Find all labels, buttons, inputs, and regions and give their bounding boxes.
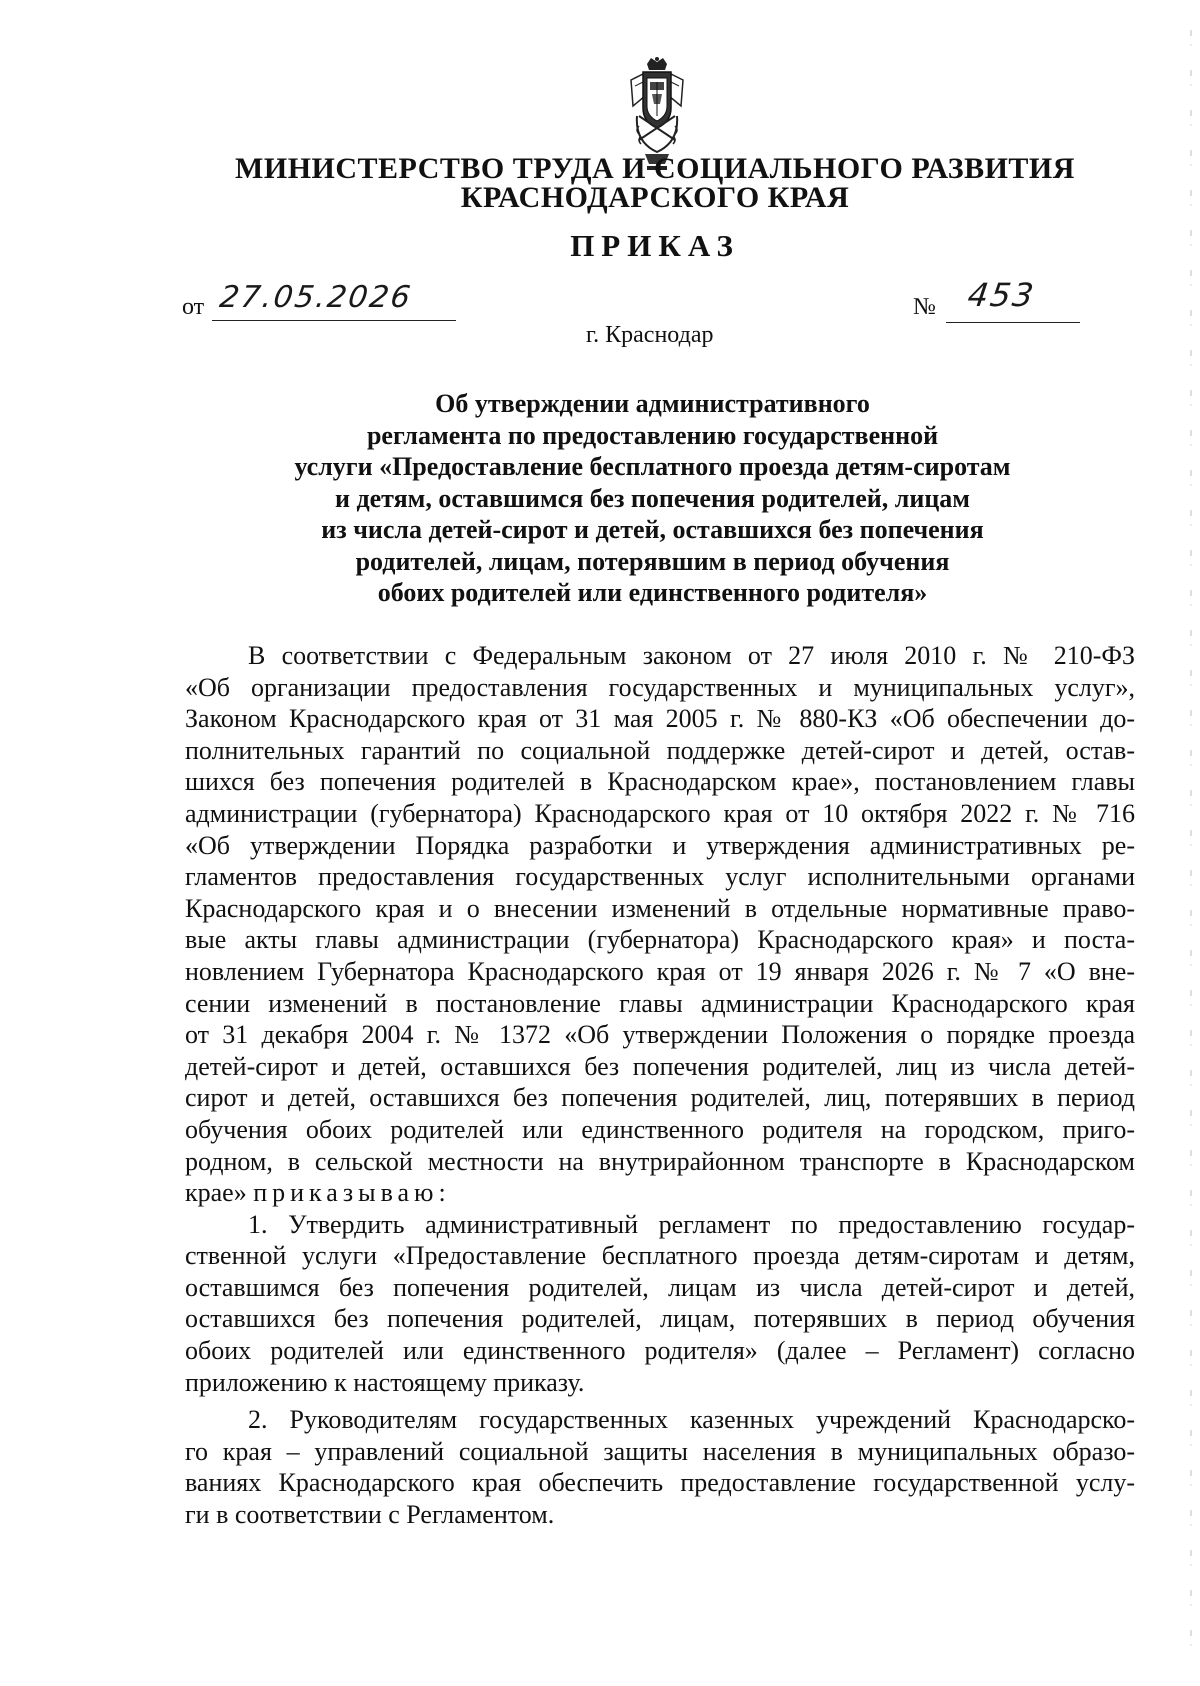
ministry-name-line2: КРАСНОДАРСКОГО КРАЯ xyxy=(460,181,850,214)
body-line: гламентов предоставления государственных услуг исполнительными органами xyxy=(185,862,1135,892)
body-line: обучения обоих родителей или единственного родителя на городском, приго- xyxy=(185,1114,1135,1144)
title-line: услуги «Предоставление бесплатного проезда детям-сиротам xyxy=(294,452,1011,481)
number-underline xyxy=(946,322,1080,323)
body-line: «Об утверждении Порядка разработки и утверждения административных ре- xyxy=(185,830,1135,860)
date-underline xyxy=(212,320,456,321)
body-line-order-phrase xyxy=(185,1177,1135,1209)
body-line: го края – управлений социальной защиты населения в муниципальных образо- xyxy=(185,1436,1135,1466)
body-line: от 31 декабря 2004 г. № 1372 «Об утверждении Положения о порядке проезда xyxy=(185,1020,1135,1050)
body-line: ги в соответствии с Регламентом. xyxy=(185,1500,555,1530)
body-line: 2. Руководителям государственных казенных учреждений Краснодарско- xyxy=(248,1405,1135,1435)
document-title xyxy=(0,388,1200,609)
number-handwritten-value: 453 xyxy=(965,276,1038,314)
body-line: шихся без попечения родителей в Краснодарском крае», постановлением главы xyxy=(185,767,1135,797)
ministry-name-line1: МИНИСТЕРСТВО ТРУДА И СОЦИАЛЬНОГО РАЗВИТИЯ xyxy=(235,152,1075,185)
title-line: обоих родителей или единственного родителя» xyxy=(377,578,928,607)
body-line: полнительных гарантий по социальной поддержке детей-сирот и детей, остав- xyxy=(185,735,1135,765)
body-line: новлением Губернатора Краснодарского края от 19 января 2026 г. № 7 «О вне- xyxy=(185,956,1135,986)
body-line: 1. Утвердить административный регламент по предоставлению государ- xyxy=(248,1209,1135,1239)
body-line: администрации (губернатора) Краснодарского края от 10 октября 2022 г. № 716 xyxy=(185,798,1135,828)
body-line: Законом Краснодарского края от 31 мая 2005 г. № 880-КЗ «Об обеспечении до- xyxy=(185,704,1135,734)
body-line: оставшихся без попечения родителей, лицам, потерявших в период обучения xyxy=(185,1304,1135,1334)
body-line: Краснодарского края и о внесении изменений в отдельные нормативные право- xyxy=(185,893,1135,923)
body-line: приложению к настоящему приказу. xyxy=(185,1367,585,1397)
order-keyword: приказываю: xyxy=(253,1178,451,1208)
body-line: В соответствии с Федеральным законом от 27 июля 2010 г. № 210-ФЗ xyxy=(248,641,1135,670)
date-label: от xyxy=(182,294,205,320)
title-line: регламента по предоставлению государственной xyxy=(366,420,939,450)
body-line: сении изменений в постановление главы администрации Краснодарского края xyxy=(185,988,1135,1018)
title-line: Об утверждении административного xyxy=(435,389,870,418)
title-line: и детям, оставшимся без попечения родителей, лицам xyxy=(334,483,971,513)
body-line: вые акты главы администрации (губернатора) Краснодарского края» и поста- xyxy=(185,925,1135,955)
date-handwritten-value: 27.05.2026 xyxy=(217,280,415,315)
body-text-fragment: крае» xyxy=(185,1178,254,1208)
document-body xyxy=(185,640,1135,1531)
body-line: детей-сирот и детей, оставшихся без попечения родителей, лиц из числа детей- xyxy=(185,1051,1135,1081)
document-type-heading: ПРИКАЗ xyxy=(570,228,740,263)
body-line: оставшимся без попечения родителей, лицам из числа детей-сирот и детей, xyxy=(185,1272,1135,1302)
body-line: сирот и детей, оставшихся без попечения родителей, лиц, потерявших в период xyxy=(185,1083,1135,1113)
body-line: ваниях Краснодарского края обеспечить предоставление государственной услу- xyxy=(185,1468,1135,1498)
title-line: из числа детей-сирот и детей, оставшихся без попечения xyxy=(321,515,984,544)
number-label: № xyxy=(913,294,936,320)
title-line: родителей, лицам, потерявшим в период обучения xyxy=(355,546,950,576)
body-line: «Об организации предоставления государственных и муниципальных услуг», xyxy=(185,672,1135,702)
body-line: ственной услуги «Предоставление бесплатного проезда детям-сиротам и детям, xyxy=(185,1241,1135,1271)
body-line: обоих родителей или единственного родителя» (далее – Регламент) согласно xyxy=(185,1336,1135,1366)
scan-edge-artifact xyxy=(1190,30,1192,1670)
body-line: родном, в сельской местности на внутрирайонном транспорте в Краснодарском xyxy=(185,1146,1135,1176)
city-location: г. Краснодар xyxy=(586,322,714,348)
